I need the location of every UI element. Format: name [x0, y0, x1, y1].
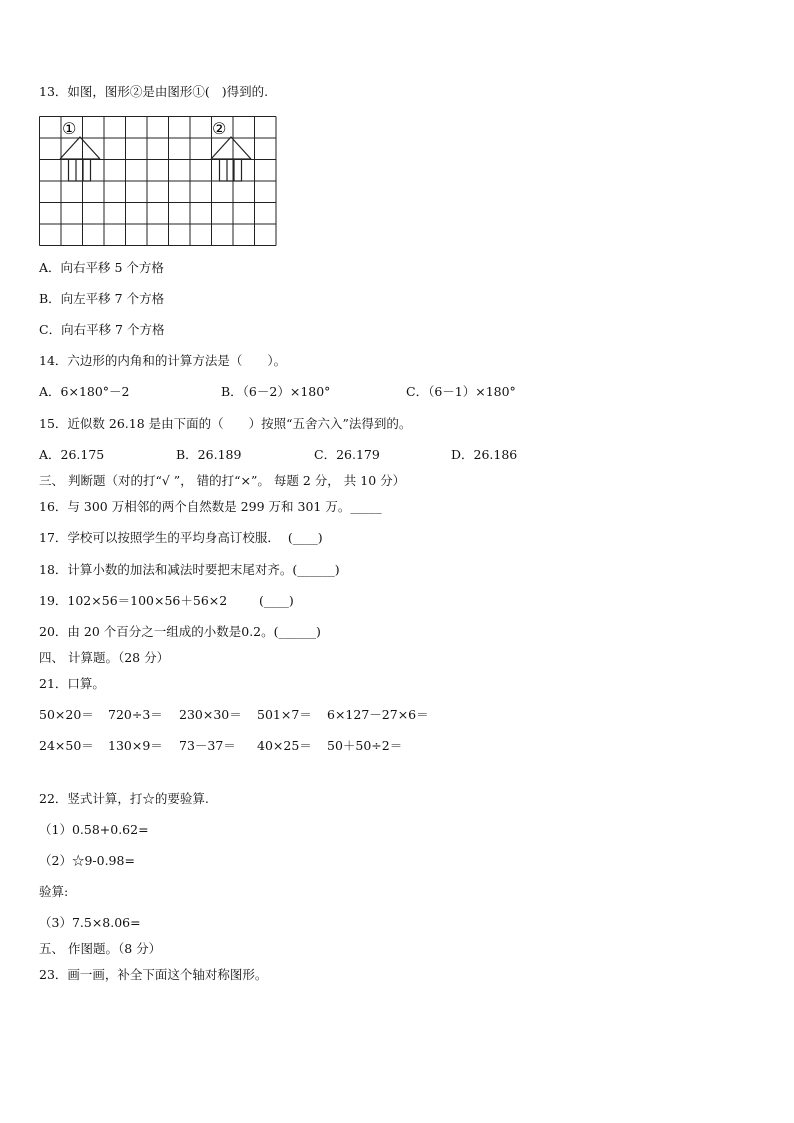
- q17: 17．学校可以按照学生的平均身高订校服． (____): [39, 530, 323, 545]
- q21-stem: 21．口算。: [39, 676, 105, 691]
- q13-stem: 13．如图，图形②是由图形①( )得到的.: [39, 84, 269, 99]
- q22-part-1: （1）0.58+0.62=: [39, 822, 149, 837]
- q19: 19．102×56＝100×56＋56×2 (____): [39, 593, 294, 608]
- q21-r1-item-2: 720÷3＝: [108, 707, 163, 722]
- q13-grid-figure: [39, 116, 277, 246]
- q14-option-a: A．6×180°－2: [39, 384, 130, 399]
- q21-r2-item-1: 24×50＝: [39, 738, 94, 753]
- q16: 16．与 300 万相邻的两个自然数是 299 万和 301 万。_____: [39, 499, 382, 514]
- q22-check-label: 验算:: [39, 884, 69, 899]
- q21-r1-item-1: 50×20＝: [39, 707, 94, 722]
- q21-r2-item-4: 40×25＝: [257, 738, 312, 753]
- q15-option-d: D．26.186: [451, 447, 518, 462]
- q22-part-3: （3）7.5×8.06=: [39, 915, 141, 930]
- q22-stem: 22．竖式计算，打☆的要验算.: [39, 791, 209, 806]
- q13-option-c: C．向右平移 7 个方格: [39, 322, 165, 337]
- q22-part-2: （2）☆9-0.98=: [39, 853, 135, 868]
- q21-r2-item-2: 130×9＝: [108, 738, 163, 753]
- q20: 20．由 20 个百分之一组成的小数是0.2。(______): [39, 624, 321, 639]
- q21-r2-item-5: 50＋50÷2＝: [327, 738, 403, 753]
- q21-r1-item-3: 230×30＝: [179, 707, 242, 722]
- q15-option-a: A．26.175: [39, 447, 105, 462]
- section-3-heading: 三、 判断题（对的打“√ ”， 错的打“×”。 每题 2 分， 共 10 分）: [39, 473, 406, 488]
- q21-r1-item-4: 501×7＝: [257, 707, 312, 722]
- q15-option-c: C．26.179: [314, 447, 380, 462]
- q18: 18．计算小数的加法和减法时要把末尾对齐。(______): [39, 562, 340, 577]
- arrow-shape-2: [211, 137, 251, 181]
- q21-r1-item-5: 6×127－27×6＝: [327, 707, 429, 722]
- shape-1-label: ①: [62, 119, 77, 138]
- q13-option-b: B．向左平移 7 个方格: [39, 291, 165, 306]
- arrow-shape-1: [60, 137, 100, 181]
- q14-option-b: B．（6－2）×180°: [221, 384, 331, 399]
- q15-option-b: B．26.189: [176, 447, 242, 462]
- q23: 23．画一画，补全下面这个轴对称图形。: [39, 967, 268, 982]
- section-5-heading: 五、 作图题。（8 分）: [39, 941, 162, 956]
- q14-stem: 14．六边形的内角和的计算方法是（ ）。: [39, 353, 287, 368]
- q14-option-c: C．（6－1）×180°: [406, 384, 516, 399]
- q13-option-a: A．向右平移 5 个方格: [39, 260, 164, 275]
- section-4-heading: 四、 计算题。（28 分）: [39, 650, 170, 665]
- shape-2-label: ②: [212, 119, 227, 138]
- q15-stem: 15．近似数 26.18 是由下面的（ ）按照“五舍六入”法得到的。: [39, 416, 412, 431]
- q21-r2-item-3: 73－37＝: [179, 738, 236, 753]
